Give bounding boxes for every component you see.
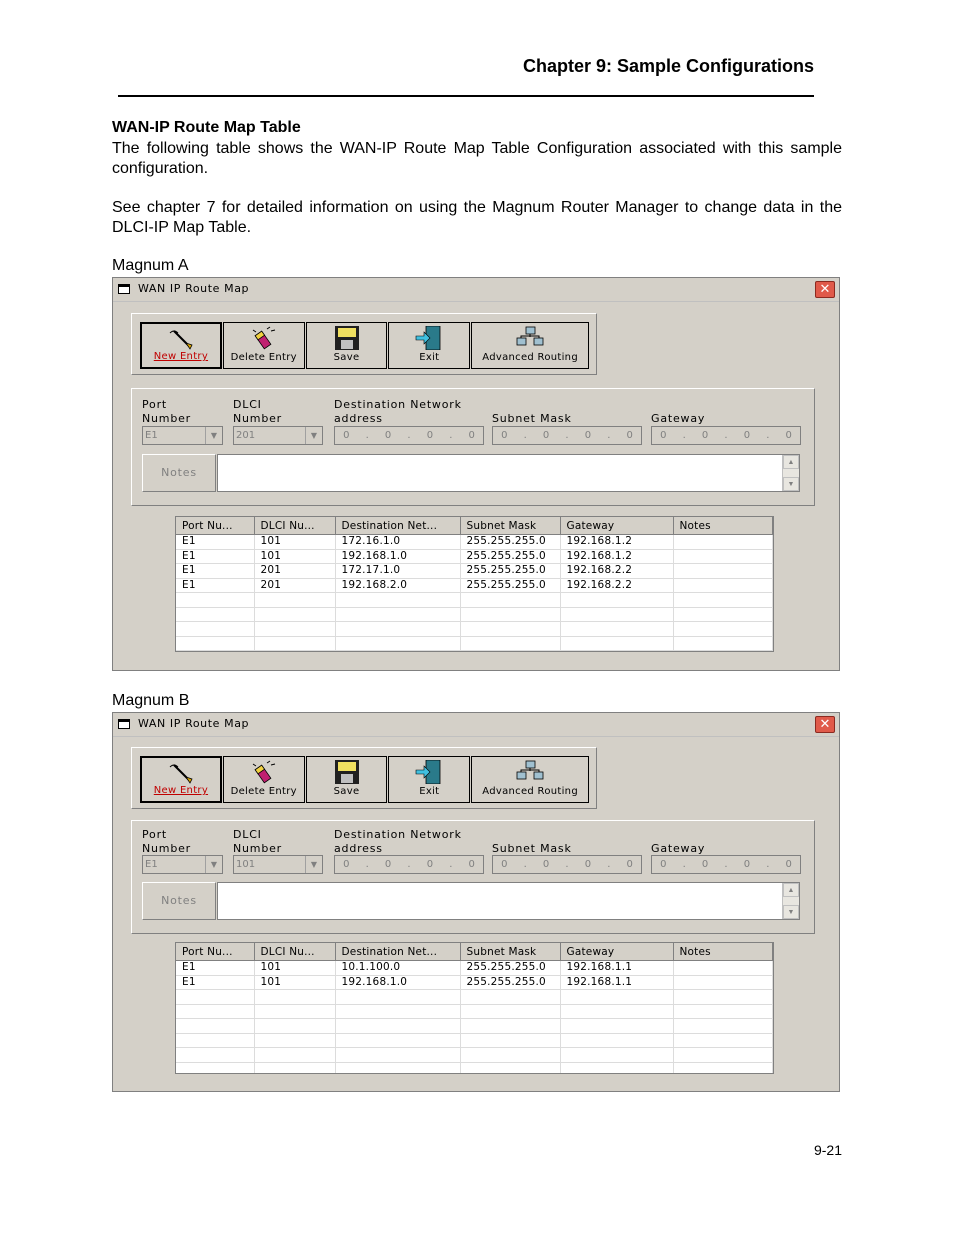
table-cell — [560, 1004, 673, 1019]
advanced-routing-button[interactable] — [471, 322, 589, 369]
table-cell: 101 — [254, 975, 335, 990]
destination-label-line2: address — [334, 842, 383, 855]
ip-dot: . — [607, 859, 611, 870]
table-cell — [673, 578, 773, 593]
dlci-number-select[interactable] — [233, 426, 323, 445]
table-cell — [560, 1048, 673, 1063]
ip-octet: 0 — [468, 859, 475, 870]
table-cell — [673, 990, 773, 1005]
grid-body — [176, 535, 773, 651]
table-cell — [176, 1033, 254, 1048]
table-cell — [460, 1033, 560, 1048]
empty-row — [176, 1033, 773, 1048]
table-cell — [673, 975, 773, 990]
table-cell — [176, 1062, 254, 1074]
destination-label-line1: Destination Network — [334, 828, 462, 841]
door-exit-icon — [414, 326, 444, 350]
column-header[interactable]: Port Nu... — [176, 517, 254, 535]
window-title: WAN IP Route Map — [138, 717, 250, 730]
ip-dot: . — [607, 430, 611, 441]
exit-button[interactable] — [388, 322, 470, 369]
table-cell — [560, 1033, 673, 1048]
scroll-up-icon[interactable]: ▲ — [783, 455, 799, 469]
new-entry-label: New Entry — [153, 785, 209, 796]
table-cell — [176, 1004, 254, 1019]
table-cell: 192.168.2.2 — [560, 564, 673, 579]
ip-dot: . — [766, 430, 770, 441]
subnet-label: Subnet Mask — [492, 412, 572, 425]
table-cell — [335, 990, 460, 1005]
new-entry-button[interactable] — [140, 322, 222, 369]
ip-octet: 0 — [584, 859, 592, 870]
dlci-label-line2: Number — [233, 412, 282, 425]
ip-octet: 0 — [426, 430, 434, 441]
scroll-up-icon[interactable]: ▲ — [783, 883, 799, 897]
ip-octet: 0 — [542, 430, 550, 441]
close-button[interactable]: ✕ — [815, 281, 835, 298]
ip-octet: 0 — [660, 859, 667, 870]
new-entry-button[interactable] — [140, 756, 222, 803]
table-cell — [673, 564, 773, 579]
table-cell: E1 — [176, 975, 254, 990]
notes-scrollbar[interactable] — [782, 455, 799, 491]
ip-dot: . — [365, 859, 369, 870]
table-cell — [335, 607, 460, 622]
ip-dot: . — [682, 859, 686, 870]
table-row[interactable] — [176, 578, 773, 593]
table-cell — [335, 1062, 460, 1074]
delete-entry-label: Delete Entry — [230, 786, 297, 797]
table-row[interactable] — [176, 549, 773, 564]
table-cell — [460, 607, 560, 622]
door-exit-icon — [414, 760, 444, 784]
table-cell: 255.255.255.0 — [460, 961, 560, 976]
route-map-window-b — [112, 712, 840, 1092]
save-button[interactable] — [306, 322, 388, 369]
column-header[interactable]: Subnet Mask — [460, 517, 560, 535]
ip-octet: 0 — [626, 430, 633, 441]
reference-paragraph: See chapter 7 for detailed information on using the Magnum Router Manager to change data in the DLCI-IP Map Table. — [112, 199, 842, 236]
table-cell — [176, 636, 254, 651]
table-cell: 255.255.255.0 — [460, 535, 560, 550]
entry-form — [131, 820, 815, 934]
chevron-down-icon[interactable]: ▼ — [205, 427, 222, 444]
ip-dot: . — [449, 859, 453, 870]
ip-octet: 0 — [542, 859, 550, 870]
empty-row — [176, 622, 773, 637]
chevron-down-icon[interactable]: ▼ — [305, 856, 322, 873]
ip-octet: 0 — [626, 859, 633, 870]
column-header[interactable]: Gateway — [560, 943, 673, 961]
port-label-line1: Port — [142, 398, 168, 411]
gateway-label: Gateway — [651, 412, 706, 425]
ip-dot: . — [523, 859, 527, 870]
notes-textarea[interactable] — [217, 882, 800, 920]
gateway-input[interactable] — [651, 426, 801, 445]
ip-octet: 0 — [426, 859, 434, 870]
table-cell — [673, 961, 773, 976]
table-cell: E1 — [176, 535, 254, 550]
column-header[interactable]: Destination Net... — [335, 517, 460, 535]
header-rule — [118, 95, 814, 97]
table-cell: 192.168.2.0 — [335, 578, 460, 593]
empty-row — [176, 1004, 773, 1019]
table-cell — [335, 1004, 460, 1019]
table-cell — [460, 1004, 560, 1019]
subnet-mask-input[interactable] — [492, 426, 642, 445]
table-cell — [560, 622, 673, 637]
dlci-number-value: 101 — [236, 859, 256, 870]
port-label-line2: Number — [142, 842, 191, 855]
table-cell — [254, 636, 335, 651]
window-icon — [118, 284, 130, 294]
save-label: Save — [333, 352, 360, 363]
table-cell — [673, 1062, 773, 1074]
table-cell: E1 — [176, 961, 254, 976]
table-cell — [460, 1048, 560, 1063]
table-cell: 255.255.255.0 — [460, 975, 560, 990]
delete-entry-button[interactable] — [223, 322, 305, 369]
destination-label-line1: Destination Network — [334, 398, 462, 411]
title-bar — [113, 278, 839, 302]
column-header[interactable]: Destination Net... — [335, 943, 460, 961]
ip-dot: . — [407, 859, 411, 870]
table-cell — [254, 1033, 335, 1048]
section-title: WAN-IP Route Map Table — [112, 119, 301, 136]
table-row[interactable] — [176, 961, 773, 976]
table-cell: 192.168.1.1 — [560, 961, 673, 976]
eraser-icon — [249, 760, 279, 784]
table-cell — [560, 636, 673, 651]
table-cell: 192.168.1.0 — [335, 975, 460, 990]
advanced-routing-label: Advanced Routing — [482, 786, 578, 797]
table-cell — [673, 1033, 773, 1048]
table-cell — [673, 636, 773, 651]
table-cell — [254, 593, 335, 608]
page-number: 9-21 — [813, 1142, 842, 1158]
table-cell: 192.168.1.1 — [560, 975, 673, 990]
pen-icon — [166, 327, 196, 351]
exit-label: Exit — [419, 786, 440, 797]
port-label-line2: Number — [142, 412, 191, 425]
dlci-label-line1: DLCI — [233, 828, 262, 841]
table-cell — [460, 622, 560, 637]
port-number-select[interactable] — [142, 855, 223, 874]
ip-octet: 0 — [701, 430, 709, 441]
empty-row — [176, 1019, 773, 1034]
ip-octet: 0 — [743, 859, 751, 870]
title-bar — [113, 713, 839, 737]
network-icon — [515, 760, 545, 784]
column-header[interactable]: Subnet Mask — [460, 943, 560, 961]
ip-dot: . — [365, 430, 369, 441]
table-cell — [673, 1048, 773, 1063]
table-cell — [673, 1019, 773, 1034]
ip-octet: 0 — [343, 430, 350, 441]
ip-octet: 0 — [384, 430, 392, 441]
table-cell — [560, 593, 673, 608]
column-header[interactable]: DLCI Nu... — [254, 517, 335, 535]
table-cell — [335, 1019, 460, 1034]
chevron-down-icon[interactable]: ▼ — [205, 856, 222, 873]
table-cell: E1 — [176, 578, 254, 593]
route-map-window-a — [112, 277, 840, 671]
close-button[interactable]: ✕ — [815, 716, 835, 733]
ip-octet: 0 — [584, 430, 592, 441]
caption-magnum-a: Magnum A — [112, 257, 189, 274]
ip-dot: . — [523, 430, 527, 441]
grid-header-row — [176, 517, 773, 535]
new-entry-label: New Entry — [153, 351, 209, 362]
table-cell — [335, 622, 460, 637]
table-cell: 172.16.1.0 — [335, 535, 460, 550]
destination-ip-input[interactable] — [334, 426, 484, 445]
column-header[interactable]: Notes — [673, 517, 773, 535]
ip-octet: 0 — [501, 430, 508, 441]
ip-dot: . — [724, 859, 728, 870]
table-cell: 192.168.2.2 — [560, 578, 673, 593]
ip-octet: 0 — [660, 430, 667, 441]
caption-magnum-b: Magnum B — [112, 692, 190, 709]
notes-button[interactable]: Notes — [142, 882, 216, 920]
ip-octet: 0 — [785, 859, 792, 870]
notes-button[interactable]: Notes — [142, 454, 216, 492]
table-cell — [460, 593, 560, 608]
table-row[interactable] — [176, 564, 773, 579]
exit-button[interactable] — [388, 756, 470, 803]
window-title: WAN IP Route Map — [138, 282, 250, 295]
table-cell — [673, 549, 773, 564]
table-cell — [673, 607, 773, 622]
table-cell: 255.255.255.0 — [460, 578, 560, 593]
gateway-input[interactable] — [651, 855, 801, 874]
entry-form — [131, 388, 815, 506]
table-cell — [254, 1019, 335, 1034]
column-header[interactable]: Gateway — [560, 517, 673, 535]
table-cell: 101 — [254, 549, 335, 564]
table-cell — [673, 535, 773, 550]
table-cell — [673, 622, 773, 637]
port-label-line1: Port — [142, 828, 168, 841]
table-cell — [254, 622, 335, 637]
port-number-select[interactable] — [142, 426, 223, 445]
table-cell: 201 — [254, 564, 335, 579]
scroll-down-icon[interactable]: ▼ — [783, 477, 799, 491]
destination-label-line2: address — [334, 412, 383, 425]
dlci-label-line1: DLCI — [233, 398, 262, 411]
delete-entry-label: Delete Entry — [230, 352, 297, 363]
table-cell: 101 — [254, 961, 335, 976]
destination-ip-input[interactable] — [334, 855, 484, 874]
exit-label: Exit — [419, 352, 440, 363]
ip-dot: . — [449, 430, 453, 441]
table-cell — [460, 636, 560, 651]
route-map-grid[interactable] — [175, 942, 774, 1074]
grid-body — [176, 961, 773, 1075]
network-icon — [515, 326, 545, 350]
table-cell: 192.168.1.0 — [335, 549, 460, 564]
table-cell: 192.168.1.2 — [560, 549, 673, 564]
table-cell — [335, 1048, 460, 1063]
table-cell — [254, 1048, 335, 1063]
table-cell: E1 — [176, 564, 254, 579]
delete-entry-button[interactable] — [223, 756, 305, 803]
table-cell: 255.255.255.0 — [460, 564, 560, 579]
notes-textarea[interactable] — [217, 454, 800, 492]
empty-row — [176, 607, 773, 622]
ip-dot: . — [724, 430, 728, 441]
toolbar — [131, 313, 597, 375]
table-cell — [560, 607, 673, 622]
table-cell — [460, 1062, 560, 1074]
ip-dot: . — [682, 430, 686, 441]
table-cell — [254, 990, 335, 1005]
route-map-table — [176, 943, 773, 1074]
empty-row — [176, 990, 773, 1005]
pen-icon — [166, 761, 196, 785]
dlci-label-line2: Number — [233, 842, 282, 855]
intro-paragraph: The following table shows the WAN-IP Route Map Table Configuration associated with this sample configuration. — [112, 140, 842, 177]
ip-octet: 0 — [701, 859, 709, 870]
column-header[interactable]: DLCI Nu... — [254, 943, 335, 961]
scroll-down-icon[interactable]: ▼ — [783, 905, 799, 919]
empty-row — [176, 1048, 773, 1063]
table-cell: 192.168.1.2 — [560, 535, 673, 550]
table-cell — [673, 593, 773, 608]
table-cell: E1 — [176, 549, 254, 564]
dlci-number-value: 201 — [236, 430, 256, 441]
table-cell — [176, 990, 254, 1005]
eraser-icon — [249, 326, 279, 350]
table-cell — [560, 1019, 673, 1034]
empty-row — [176, 1062, 773, 1074]
route-map-grid[interactable] — [175, 516, 774, 652]
floppy-disk-icon — [332, 326, 362, 350]
table-cell — [335, 1033, 460, 1048]
table-cell — [560, 990, 673, 1005]
table-cell: 255.255.255.0 — [460, 549, 560, 564]
table-cell — [460, 1019, 560, 1034]
save-button[interactable] — [306, 756, 388, 803]
dlci-number-select[interactable] — [233, 855, 323, 874]
table-cell — [560, 1062, 673, 1074]
table-cell — [460, 990, 560, 1005]
ip-dot: . — [565, 859, 569, 870]
save-label: Save — [333, 786, 360, 797]
table-cell — [176, 607, 254, 622]
chevron-down-icon[interactable]: ▼ — [305, 427, 322, 444]
ip-dot: . — [766, 859, 770, 870]
ip-octet: 0 — [785, 430, 792, 441]
notes-scrollbar[interactable] — [782, 883, 799, 919]
table-cell: 201 — [254, 578, 335, 593]
table-row[interactable] — [176, 975, 773, 990]
column-header[interactable]: Port Nu... — [176, 943, 254, 961]
toolbar — [131, 747, 597, 809]
ip-octet: 0 — [468, 430, 475, 441]
port-number-value: E1 — [145, 430, 158, 441]
table-cell — [335, 636, 460, 651]
empty-row — [176, 593, 773, 608]
table-cell — [254, 607, 335, 622]
table-cell — [335, 593, 460, 608]
advanced-routing-label: Advanced Routing — [482, 352, 578, 363]
ip-octet: 0 — [743, 430, 751, 441]
ip-octet: 0 — [501, 859, 508, 870]
route-map-table — [176, 517, 773, 651]
table-cell: 10.1.100.0 — [335, 961, 460, 976]
subnet-label: Subnet Mask — [492, 842, 572, 855]
port-number-value: E1 — [145, 859, 158, 870]
table-cell — [254, 1062, 335, 1074]
empty-row — [176, 636, 773, 651]
table-cell — [176, 593, 254, 608]
table-row[interactable] — [176, 535, 773, 550]
floppy-disk-icon — [332, 760, 362, 784]
column-header[interactable]: Notes — [673, 943, 773, 961]
table-cell — [673, 1004, 773, 1019]
table-cell — [254, 1004, 335, 1019]
chapter-heading: Chapter 9: Sample Configurations — [522, 56, 814, 76]
ip-dot: . — [407, 430, 411, 441]
table-cell — [176, 1019, 254, 1034]
advanced-routing-button[interactable] — [471, 756, 589, 803]
window-icon — [118, 719, 130, 729]
table-cell: 101 — [254, 535, 335, 550]
ip-octet: 0 — [384, 859, 392, 870]
table-cell — [176, 622, 254, 637]
table-cell — [176, 1048, 254, 1063]
gateway-label: Gateway — [651, 842, 706, 855]
subnet-mask-input[interactable] — [492, 855, 642, 874]
ip-octet: 0 — [343, 859, 350, 870]
ip-dot: . — [565, 430, 569, 441]
grid-header-row — [176, 943, 773, 961]
table-cell: 172.17.1.0 — [335, 564, 460, 579]
